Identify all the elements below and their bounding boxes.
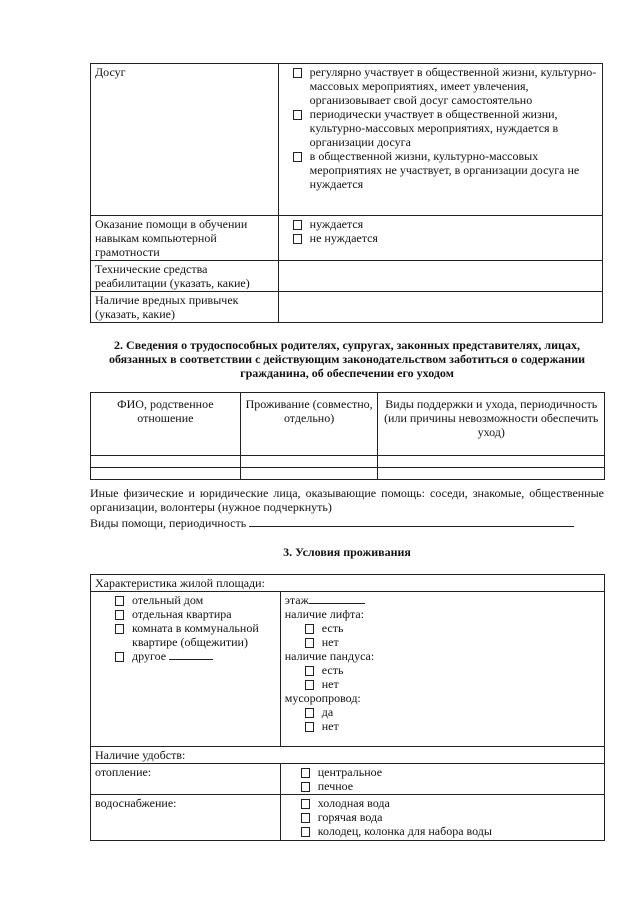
row-label <box>91 64 279 216</box>
table-row <box>91 592 605 747</box>
checkbox-option[interactable] <box>291 107 598 149</box>
checkbox-option[interactable] <box>299 779 600 793</box>
floor-label: этаж <box>284 593 309 607</box>
floor-blank[interactable] <box>309 593 365 604</box>
section-2-title: 2. Сведения о трудоспособных родителях, супругах, законных представителях, лицах, обязанных в соответствии с действующим законодательством заботиться о содержании гражданина, об обеспечении его уходом <box>108 338 586 380</box>
option-label: отдельная квартира <box>132 607 232 621</box>
other-helpers-text <box>90 486 604 514</box>
living-conditions-table <box>90 574 605 841</box>
checkbox-option[interactable] <box>285 719 600 733</box>
answer-cell[interactable] <box>278 292 602 323</box>
other-helpers-prefix: Иные физические и юридические лица, оказывающие помощь: соседи, знакомые, общественные организации, волонтеры <box>90 486 604 514</box>
checkbox-icon[interactable] <box>305 666 314 676</box>
heating-label: отопление: <box>95 765 152 779</box>
row-label <box>91 261 279 292</box>
checkbox-icon[interactable] <box>293 220 302 230</box>
header-fio: ФИО, родственное отношение <box>117 397 214 425</box>
options-cell <box>280 764 604 795</box>
building-cell <box>280 592 604 747</box>
table-cell[interactable] <box>378 456 605 468</box>
option-label: регулярно участвует в общественной жизни, культурно-массовых мероприятиях, имеет увлечения, организовывает свой досуг самостоятельно <box>309 65 597 107</box>
checkbox-icon[interactable] <box>115 596 124 606</box>
option-label: нет <box>321 635 339 649</box>
help-types-line <box>90 516 604 530</box>
other-housing-blank[interactable] <box>169 649 213 660</box>
checkbox-icon[interactable] <box>301 827 310 837</box>
table-header-row <box>91 393 605 456</box>
housing-types-cell <box>91 592 281 747</box>
housing-header <box>91 575 605 592</box>
checkbox-icon[interactable] <box>293 152 302 162</box>
checkbox-icon[interactable] <box>301 782 310 792</box>
table-cell[interactable] <box>378 468 605 480</box>
table-row <box>91 468 605 480</box>
checkbox-option[interactable] <box>299 824 600 838</box>
table-cell[interactable] <box>240 456 378 468</box>
option-label: есть <box>321 663 344 677</box>
column-header <box>378 393 605 456</box>
table-row <box>91 795 605 841</box>
lift-label: наличие лифта: <box>284 607 365 621</box>
option-label: не нуждается <box>309 231 378 245</box>
checkbox-option[interactable] <box>291 65 598 107</box>
other-helpers-note: (нужное подчеркнуть) <box>217 500 332 514</box>
housing-header-label: Характеристика жилой площади: <box>95 576 265 590</box>
section-3-title: 3. Условия проживания <box>283 545 411 559</box>
options-cell <box>278 64 602 216</box>
amenities-header-label: Наличие удобств: <box>95 748 186 762</box>
answer-cell[interactable] <box>278 261 602 292</box>
table-row <box>91 261 603 292</box>
table-cell[interactable] <box>91 456 241 468</box>
table-row <box>91 764 605 795</box>
option-label: колодец, колонка для набора воды <box>317 824 492 838</box>
option-label: горячая вода <box>317 810 383 824</box>
checkbox-option[interactable] <box>291 217 598 231</box>
checkbox-option[interactable] <box>299 810 600 824</box>
floor-line <box>285 593 600 607</box>
leisure-label: Досуг <box>95 65 126 79</box>
checkbox-icon[interactable] <box>305 722 314 732</box>
column-header <box>91 393 241 456</box>
table-row <box>91 575 605 592</box>
checkbox-option[interactable] <box>299 796 600 810</box>
checkbox-option[interactable] <box>113 649 276 663</box>
rehab-means-label: Технические средства реабилитации (указать, какие) <box>95 262 250 290</box>
help-types-blank[interactable] <box>249 516 574 527</box>
water-label: водоснабжение: <box>95 796 177 810</box>
table-row <box>91 747 605 764</box>
checkbox-icon[interactable] <box>115 610 124 620</box>
checkbox-icon[interactable] <box>293 234 302 244</box>
checkbox-icon[interactable] <box>305 708 314 718</box>
checkbox-icon[interactable] <box>305 624 314 634</box>
option-label: нет <box>321 719 339 733</box>
checkbox-icon[interactable] <box>301 799 310 809</box>
bad-habits-label: Наличие вредных привычек (указать, какие) <box>95 293 239 321</box>
checkbox-icon[interactable] <box>293 110 302 120</box>
option-label: печное <box>317 779 354 793</box>
options-cell <box>278 216 602 261</box>
checkbox-option[interactable] <box>285 621 600 635</box>
water-label-cell <box>91 795 281 841</box>
amenities-header <box>91 747 605 764</box>
option-label: отельный дом <box>132 593 204 607</box>
relatives-table <box>90 392 605 480</box>
checkbox-icon[interactable] <box>305 638 314 648</box>
checkbox-option[interactable] <box>285 663 600 677</box>
table-row <box>91 292 603 323</box>
table-cell[interactable] <box>91 468 241 480</box>
computer-help-label: Оказание помощи в обучении навыкам компьютерной грамотности <box>95 217 248 259</box>
checkbox-option[interactable] <box>299 765 600 779</box>
header-support: Виды поддержки и ухода, периодичность (или причины невозможности обеспечить уход) <box>384 397 599 439</box>
option-label: в общественной жизни, культурно-массовых мероприятиях не участвует, в организации досуга не нуждается <box>309 149 580 191</box>
checkbox-icon[interactable] <box>301 768 310 778</box>
table-cell[interactable] <box>240 468 378 480</box>
row-label <box>91 292 279 323</box>
option-label: нет <box>321 677 339 691</box>
checkbox-option[interactable] <box>113 607 276 621</box>
chute-label: мусоропровод: <box>284 691 361 705</box>
checkbox-option[interactable] <box>285 705 600 719</box>
option-label: холодная вода <box>317 796 390 810</box>
checkbox-option[interactable] <box>291 149 598 191</box>
checkbox-option[interactable] <box>291 231 598 245</box>
leisure-table <box>90 63 603 323</box>
option-label: нуждается <box>309 217 364 231</box>
options-cell <box>280 795 604 841</box>
option-label: периодически участвует в общественной жизни, культурно-массовых мероприятиях, нуждается в организации досуга <box>309 107 559 149</box>
row-label <box>91 216 279 261</box>
option-label: центральное <box>317 765 383 779</box>
checkbox-icon[interactable] <box>115 652 124 662</box>
table-row <box>91 456 605 468</box>
checkbox-icon[interactable] <box>293 68 302 78</box>
column-header <box>240 393 378 456</box>
table-row <box>91 216 603 261</box>
header-residence: Проживание (совместно, отдельно) <box>245 397 373 425</box>
checkbox-icon[interactable] <box>115 624 124 634</box>
checkbox-option[interactable] <box>285 635 600 649</box>
ramp-label: наличие пандуса: <box>284 649 375 663</box>
checkbox-icon[interactable] <box>305 680 314 690</box>
checkbox-option[interactable] <box>113 621 276 649</box>
help-types-label: Виды помощи, периодичность <box>90 516 247 530</box>
option-label: другое <box>132 649 167 663</box>
table-row <box>91 64 603 216</box>
option-label: да <box>321 705 334 719</box>
checkbox-option[interactable] <box>285 677 600 691</box>
option-label: есть <box>321 621 344 635</box>
checkbox-option[interactable] <box>113 593 276 607</box>
checkbox-icon[interactable] <box>301 813 310 823</box>
option-label: комната в коммунальной квартире (общежитии) <box>132 621 259 649</box>
heating-label-cell <box>91 764 281 795</box>
